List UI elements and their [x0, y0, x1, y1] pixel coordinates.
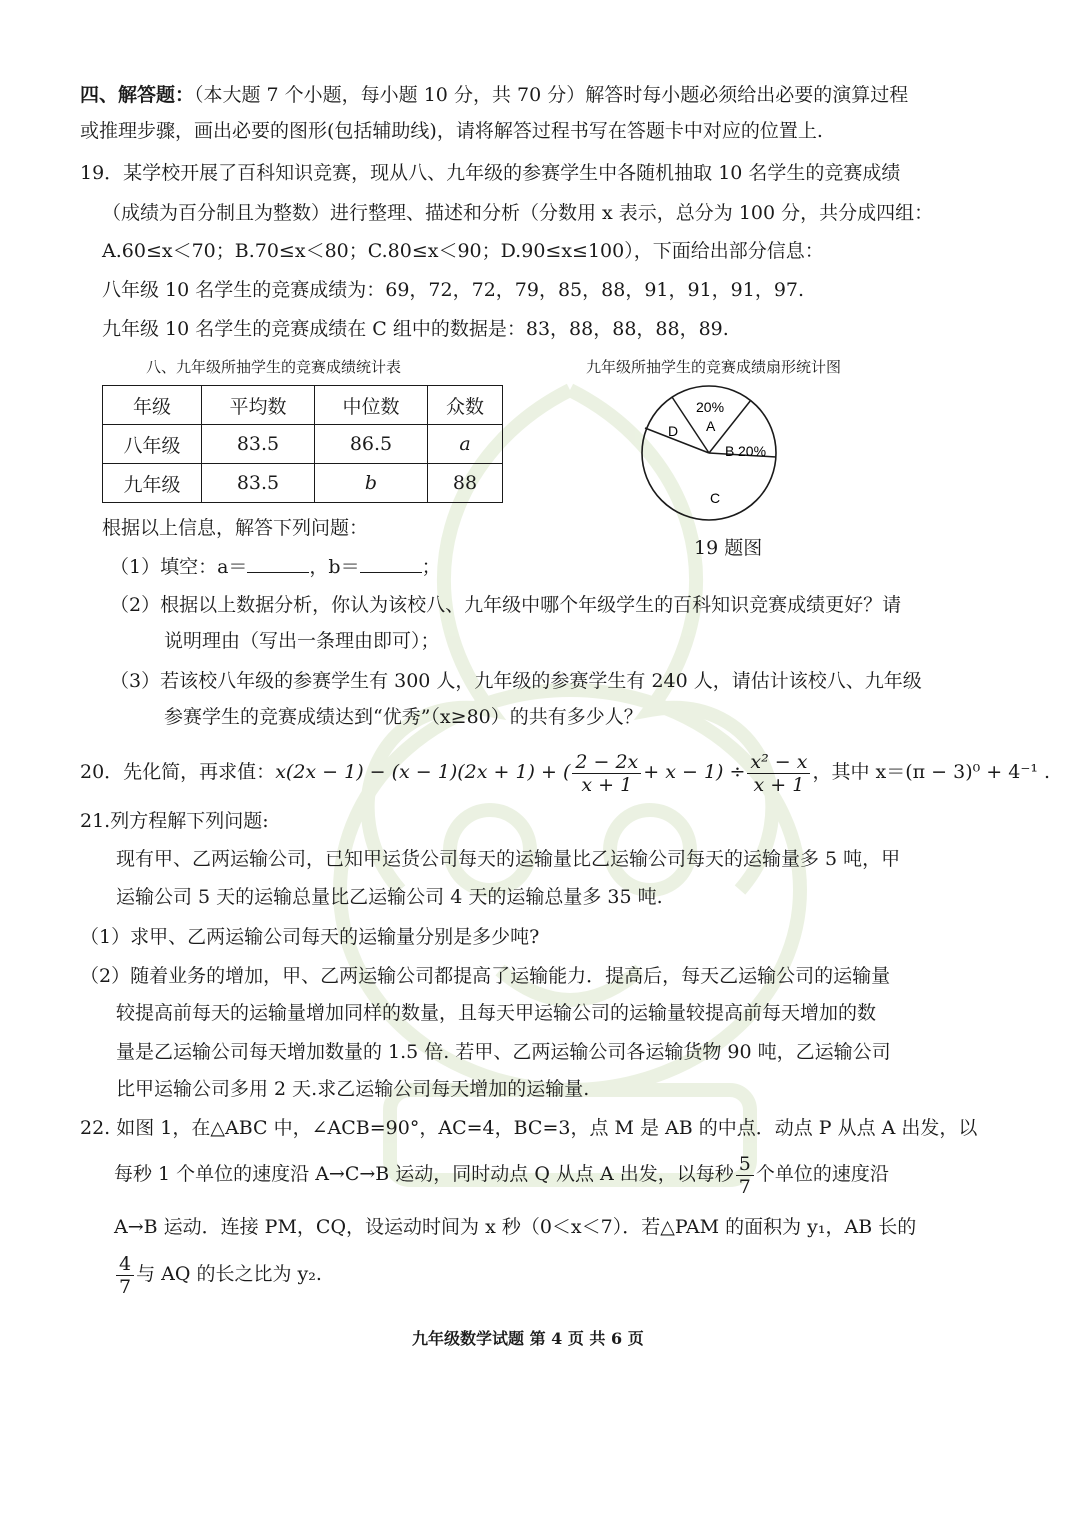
- table-header-cell: 中位数: [315, 386, 428, 425]
- figure-label: 19 题图: [694, 537, 763, 559]
- q20-tail: ，其中 x＝(π − 3)⁰ + 4⁻¹ .: [812, 761, 1051, 783]
- pie-slice-label-d: D: [668, 423, 679, 439]
- table-header-cell: 平均数: [202, 386, 315, 425]
- table-header-cell: 众数: [428, 386, 503, 425]
- q22-fraction-ratio-den: 7: [119, 1275, 132, 1298]
- q22-line-4-text: 与 AQ 的长之比为 y₂.: [136, 1263, 322, 1285]
- q19-line-1: 19．某学校开展了百科知识竞赛，现从八、九年级的参赛学生中各随机抽取 10 名学生的竞赛成绩: [80, 162, 901, 184]
- q21-part-2-line-1: （2）随着业务的增加，甲、乙两运输公司都提高了运输能力．提高后，每天乙运输公司的运输量: [80, 965, 891, 987]
- q19-part-2-line-2: 说明理由（写出一条理由即可）；: [164, 630, 440, 652]
- q19-line-6: 根据以上信息，解答下列问题：: [102, 517, 369, 539]
- pie-slice-label-a: A: [706, 418, 716, 434]
- q22-line-4: [114, 1250, 322, 1298]
- q22-fraction-speed: [736, 1153, 754, 1198]
- table-row: [103, 464, 503, 503]
- q21-part-2-line-4: 比甲运输公司多用 2 天.求乙运输公司每天增加的运输量.: [116, 1078, 590, 1100]
- section-intro-line-1: [80, 82, 908, 108]
- q22-line-1: 22. 如图 1，在△ABC 中，∠ACB=90°，AC=4，BC=3，点 M 是 AB 的中点．动点 P 从点 A 出发，以: [80, 1117, 978, 1139]
- table-cell: 八年级: [103, 425, 202, 464]
- q19-line-5: 九年级 10 名学生的竞赛成绩在 C 组中的数据是：83，88，88，88，89.: [102, 318, 729, 340]
- q20-line: [80, 748, 1050, 796]
- q21-part-2-line-2: 较提高前每天的运输量增加同样的数量，且每天甲运输公司的运输量较提高前每天增加的数: [116, 1002, 877, 1024]
- table-cell: 83.5: [202, 425, 315, 464]
- q19-part-1-lead: （1）填空：a＝: [110, 556, 248, 578]
- q22-line-3: A→B 运动．连接 PM，CQ，设运动时间为 x 秒（0＜x＜7）．若△PAM 的面积为 y₁，AB 长的: [114, 1216, 917, 1238]
- section-intro-1: （本大题 7 个小题，每小题 10 分，共 70 分）解答时每小题必须给出必要的演算过程: [194, 84, 909, 106]
- section-heading: 四、解答题：: [80, 84, 195, 106]
- table-header-row: [103, 386, 503, 425]
- q20-fraction-2-den: x + 1: [753, 773, 805, 796]
- q20-fraction-1: [572, 751, 641, 796]
- table-row: [103, 425, 503, 464]
- q19-line-3: A.60≤x＜70；B.70≤x＜80；C.80≤x＜90；D.90≤x≤100），下面给出部分信息：: [102, 240, 824, 262]
- answer-blank-b[interactable]: [360, 552, 422, 573]
- answer-blank-a[interactable]: [247, 552, 309, 573]
- table-cell: a: [428, 425, 503, 464]
- q22-fraction-speed-den: 7: [738, 1175, 751, 1198]
- table-caption: 八、九年级所抽学生的竞赛成绩统计表: [146, 358, 402, 376]
- stats-table: [102, 385, 503, 503]
- q19-part-3-line-1: （3）若该校八年级的参赛学生有 300 人，九年级的参赛学生有 240 人，请估计该校八、九年级: [110, 670, 922, 692]
- pie-caption: 九年级所抽学生的竞赛成绩扇形统计图: [586, 358, 842, 376]
- pie-slice-label-c: C: [710, 490, 721, 506]
- q20-fraction-1-den: x + 1: [581, 773, 633, 796]
- q20-fraction-2-num: x² − x: [747, 751, 810, 774]
- q22-line-2a: 每秒 1 个单位的速度沿 A→C→B 运动，同时动点 Q 从点 A 出发，以每秒: [114, 1163, 734, 1185]
- section-intro-line-2: 或推理步骤，画出必要的图形(包括辅助线)，请将解答过程书写在答题卡中对应的位置上.: [80, 120, 823, 142]
- page-footer: 九年级数学试题 第 4 页 共 6 页: [412, 1329, 644, 1348]
- q21-line-3: 运输公司 5 天的运输总量比乙运输公司 4 天的运输总量多 35 吨.: [116, 886, 663, 908]
- q20-expr-2: + x − 1) ÷: [643, 761, 746, 783]
- pie-slice-label-b: B: [725, 443, 735, 459]
- q20-fraction-2: [747, 751, 810, 796]
- q19-line-4: 八年级 10 名学生的竞赛成绩为：69，72，72，79，85，88，91，91，91，97.: [102, 279, 805, 301]
- q19-part-1: [110, 552, 441, 580]
- pie-value-label-b: 20%: [738, 443, 767, 459]
- q22-fraction-ratio: [116, 1253, 134, 1298]
- q21-part-2-line-3: 量是乙运输公司每天增加数量的 1.5 倍. 若甲、乙两运输公司各运输货物 90 吨，乙运输公司: [116, 1041, 891, 1063]
- table-cell: 88: [428, 464, 503, 503]
- table-cell: 83.5: [202, 464, 315, 503]
- table-cell: b: [315, 464, 428, 503]
- q20-lead: 20．先化简，再求值：: [80, 761, 276, 783]
- q21-part-1: （1）求甲、乙两运输公司每天的运输量分别是多少吨?: [80, 926, 540, 948]
- pie-chart: [632, 378, 802, 528]
- table-header-cell: 年级: [103, 386, 202, 425]
- q20-expr-1: x(2x − 1) − (x − 1)(2x + 1) + (: [275, 761, 571, 783]
- table-cell: 九年级: [103, 464, 202, 503]
- q21-line-2: 现有甲、乙两运输公司，已知甲运货公司每天的运输量比乙运输公司每天的运输量多 5 吨，甲: [116, 848, 901, 870]
- q22-fraction-ratio-num: 4: [116, 1253, 134, 1276]
- q19-part-2-line-1: （2）根据以上数据分析，你认为该校八、九年级中哪个年级学生的百科知识竞赛成绩更好？请: [110, 594, 902, 616]
- table-cell: 86.5: [315, 425, 428, 464]
- pie-value-label-a: 20%: [696, 399, 725, 415]
- q20-fraction-1-num: 2 − 2x: [572, 751, 641, 774]
- q21-line-1: 21.列方程解下列问题:: [80, 810, 269, 832]
- q22-line-2: [114, 1150, 889, 1198]
- q19-part-3-line-2: 参赛学生的竞赛成绩达到“优秀”（x≥80）的共有多少人？: [164, 706, 643, 728]
- q19-part-1-end: ；: [421, 556, 441, 578]
- q22-line-2b: 个单位的速度沿: [755, 1163, 889, 1185]
- q19-line-2: （成绩为百分制且为整数）进行整理、描述和分析（分数用 x 表示，总分为 100 分，共分成四组：: [102, 202, 934, 224]
- q22-fraction-speed-num: 5: [736, 1153, 754, 1176]
- q19-part-1-sep: ，b＝: [309, 556, 360, 578]
